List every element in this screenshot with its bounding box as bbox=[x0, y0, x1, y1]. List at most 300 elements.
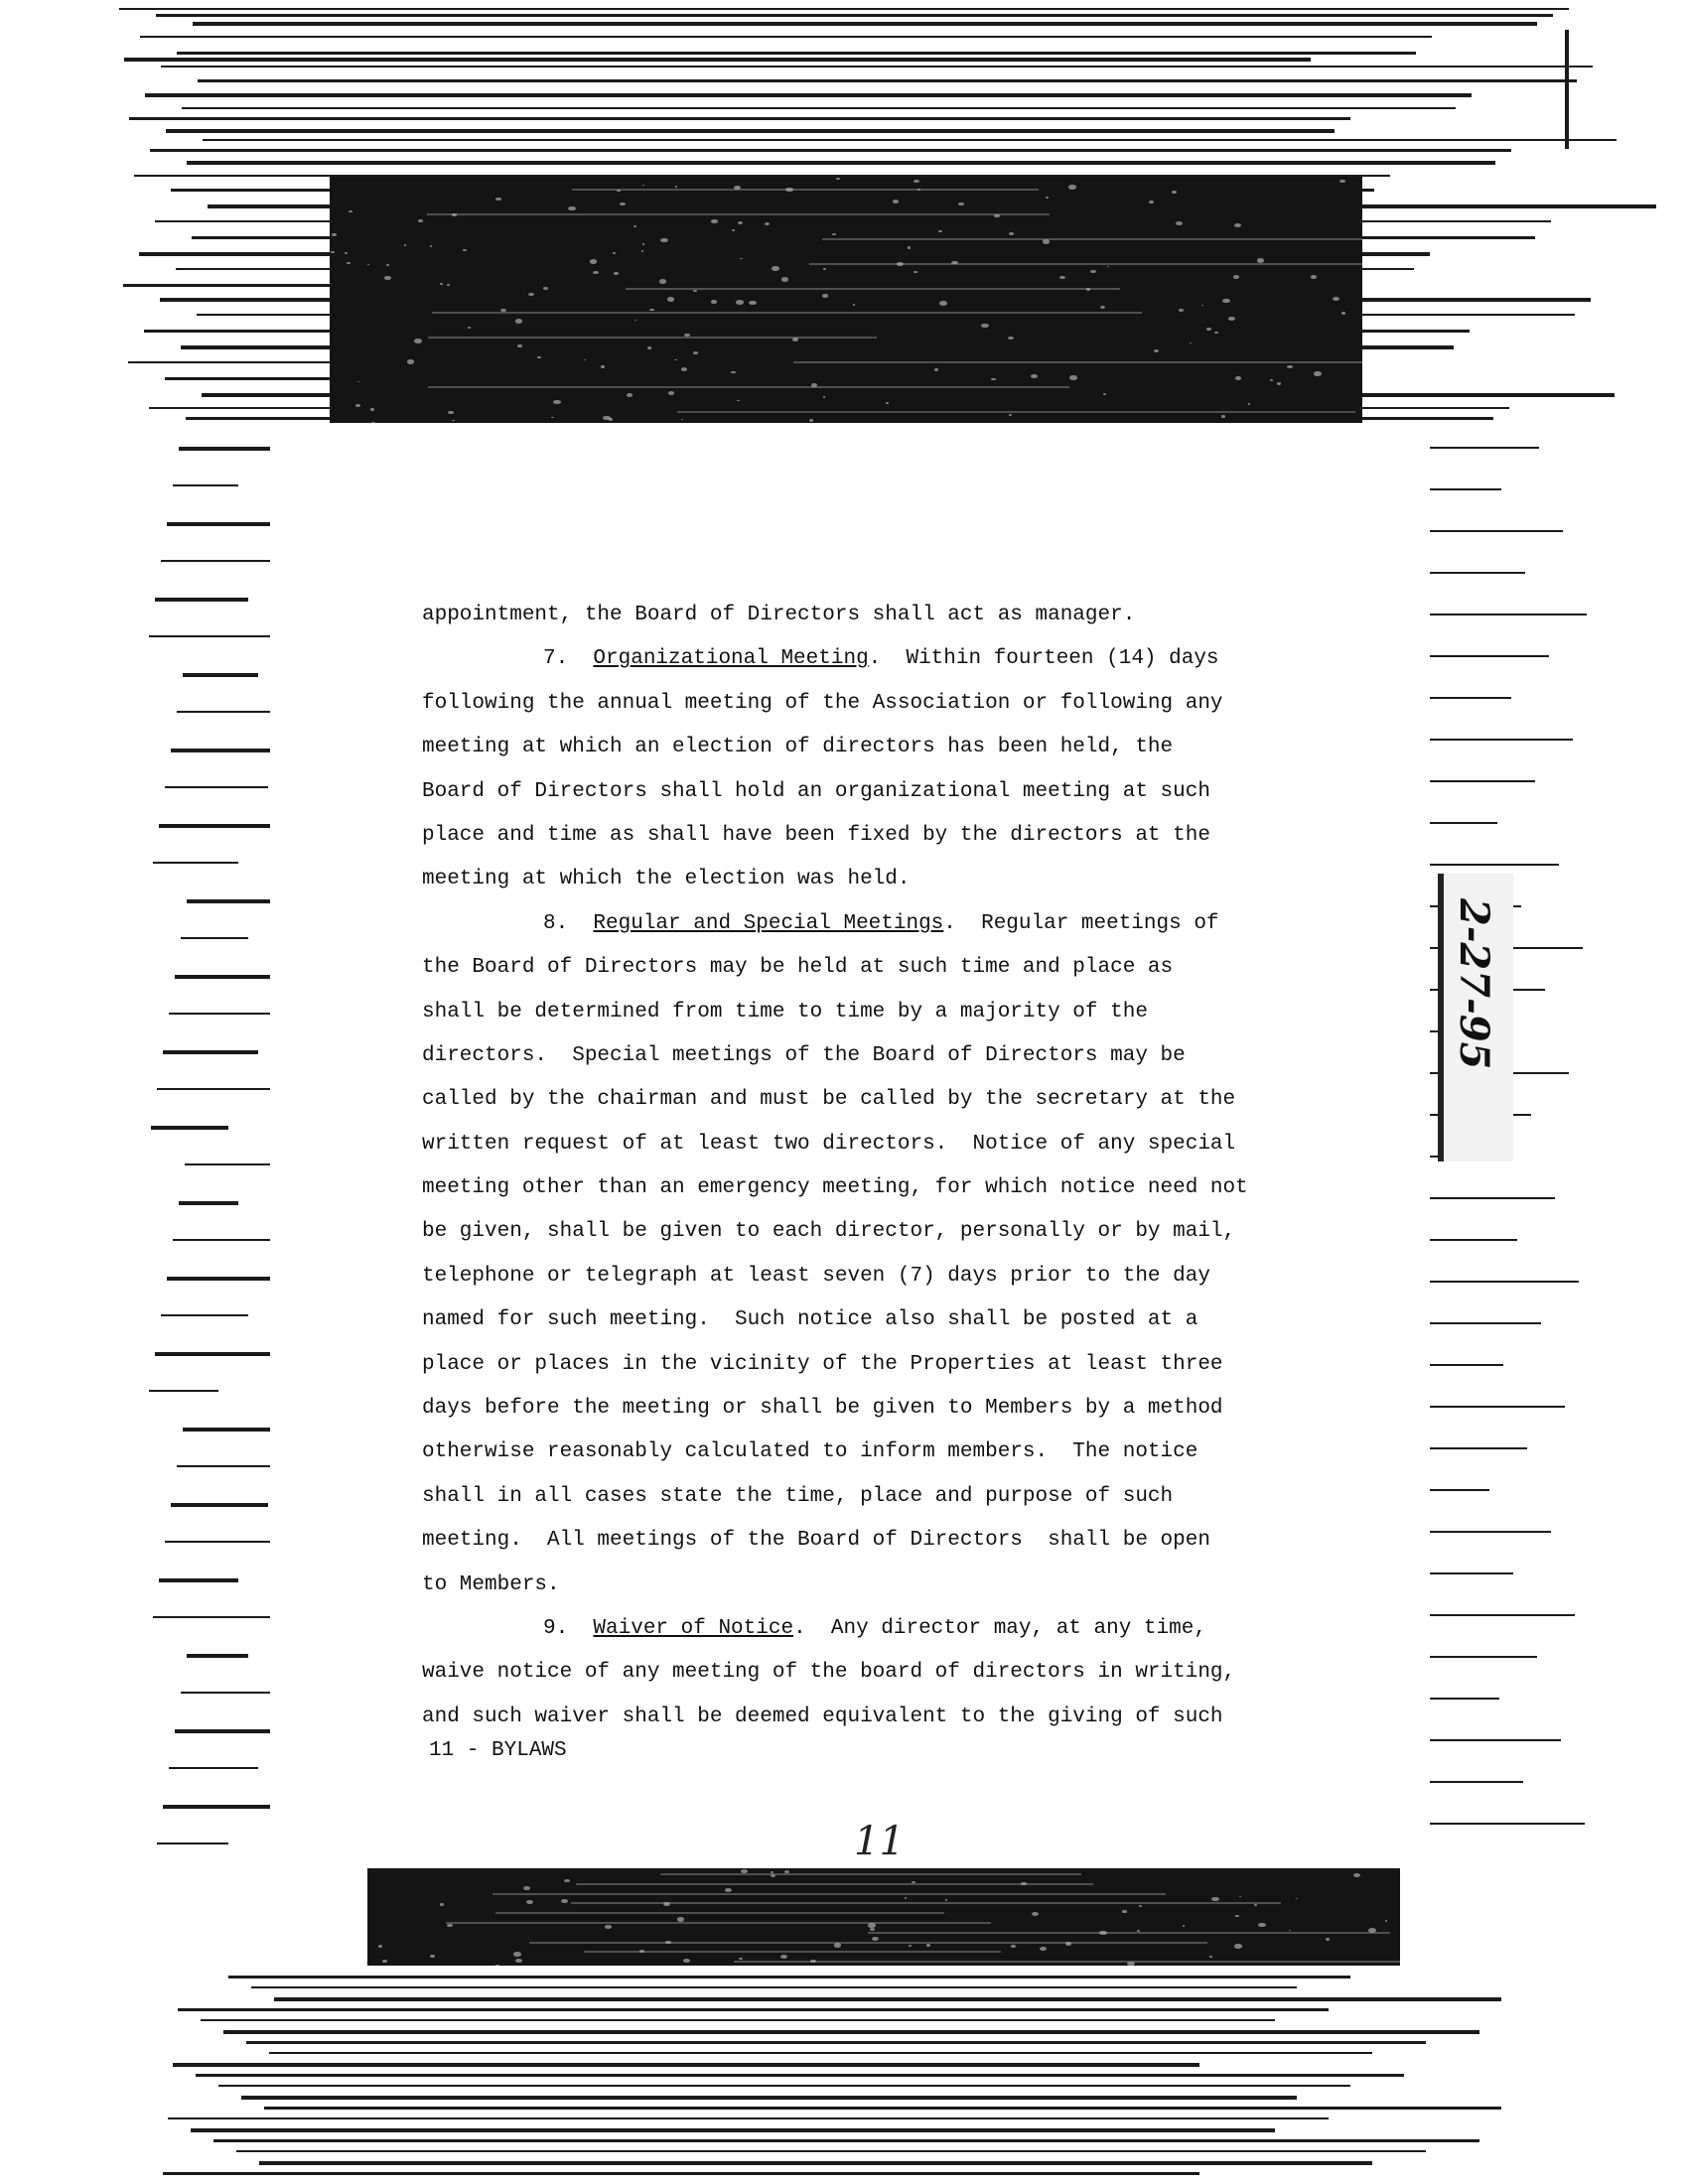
scan-speck bbox=[1046, 197, 1049, 199]
scan-speck bbox=[440, 1903, 444, 1905]
scan-speck bbox=[620, 203, 626, 206]
scan-speck bbox=[938, 230, 942, 232]
scan-speck bbox=[404, 244, 406, 245]
scan-streak bbox=[1430, 1406, 1565, 1408]
scan-speck bbox=[1011, 1945, 1016, 1948]
scan-streak bbox=[201, 2019, 1275, 2021]
scan-speck bbox=[1100, 306, 1105, 309]
page-footer: 11 - BYLAWS bbox=[429, 1739, 567, 1762]
scan-streak bbox=[150, 149, 1511, 152]
scan-scratch bbox=[427, 213, 1050, 215]
scan-speck bbox=[1314, 371, 1322, 376]
scan-streak bbox=[1430, 1823, 1585, 1825]
scan-speck bbox=[853, 304, 855, 305]
scan-streak bbox=[1430, 1656, 1537, 1658]
scan-scratch bbox=[626, 288, 1120, 290]
scan-speck bbox=[1009, 232, 1014, 235]
scan-streak bbox=[196, 2074, 1404, 2077]
scan-streak bbox=[149, 635, 288, 637]
scan-speck bbox=[780, 1955, 787, 1959]
scan-streak bbox=[183, 673, 258, 677]
scan-speck bbox=[1235, 376, 1241, 380]
scan-speck bbox=[584, 359, 587, 361]
scan-speck bbox=[515, 319, 522, 323]
scan-speck bbox=[1206, 328, 1211, 331]
scan-speck bbox=[693, 351, 699, 354]
scan-streak bbox=[163, 2172, 1199, 2175]
scan-streak bbox=[140, 36, 1432, 38]
scan-speck bbox=[681, 367, 687, 371]
scan-speck bbox=[737, 400, 740, 402]
document-line: meeting at which the election was held. bbox=[422, 868, 911, 891]
scan-speck bbox=[1149, 201, 1154, 204]
scan-speck bbox=[711, 300, 717, 303]
scan-speck bbox=[765, 222, 770, 225]
scan-streak bbox=[124, 58, 1311, 62]
scan-scratch bbox=[492, 1893, 1166, 1895]
scan-speck bbox=[1183, 1925, 1185, 1926]
scan-speck bbox=[332, 233, 337, 236]
scan-streak bbox=[1430, 1531, 1551, 1533]
scan-speck bbox=[543, 287, 548, 290]
section-heading: Organizational Meeting bbox=[593, 647, 869, 671]
document-line: called by the chairman and must be called by the secretary at the bbox=[422, 1088, 1236, 1112]
scan-streak bbox=[191, 2128, 1275, 2132]
scan-speck bbox=[832, 233, 836, 235]
scan-speck bbox=[495, 198, 501, 202]
scan-speck bbox=[1254, 1904, 1258, 1906]
scan-streak bbox=[1430, 488, 1501, 490]
scan-streak bbox=[165, 786, 268, 788]
scan-streak bbox=[161, 1314, 248, 1316]
document-line: place and time as shall have been fixed by the directors at the bbox=[422, 823, 1210, 847]
scan-speck bbox=[382, 1960, 387, 1963]
scan-streak bbox=[1430, 1781, 1523, 1783]
scan-speck bbox=[1059, 276, 1065, 280]
scan-scratch bbox=[584, 1951, 1001, 1953]
scan-streak bbox=[169, 1767, 258, 1769]
scan-speck bbox=[668, 391, 674, 395]
scan-speck bbox=[1139, 1905, 1142, 1907]
scan-streak bbox=[163, 1050, 258, 1054]
scan-scratch bbox=[793, 361, 1362, 363]
scan-streak bbox=[171, 1503, 268, 1507]
scan-speck bbox=[386, 264, 389, 266]
scan-speck bbox=[1209, 1956, 1212, 1958]
scan-streak bbox=[179, 1201, 238, 1205]
scan-streak bbox=[241, 2096, 1297, 2100]
scan-dark-band-bottom bbox=[367, 1868, 1400, 1966]
scan-streak bbox=[177, 52, 1416, 55]
scan-speck bbox=[495, 1965, 499, 1966]
scan-streak bbox=[1430, 447, 1539, 449]
scan-speck bbox=[1277, 382, 1281, 385]
document-line: days before the meeting or shall be given to Members by a method bbox=[422, 1397, 1223, 1421]
scan-streak bbox=[119, 8, 1569, 10]
scan-speck bbox=[1090, 270, 1096, 274]
scan-scratch bbox=[432, 312, 1142, 314]
scan-speck bbox=[1326, 1938, 1331, 1941]
scan-streak bbox=[173, 484, 238, 486]
scan-speck bbox=[1031, 374, 1039, 379]
scan-streak bbox=[1430, 1364, 1503, 1366]
scan-speck bbox=[553, 400, 561, 405]
scan-streak bbox=[1430, 572, 1525, 574]
scan-speck bbox=[683, 1959, 690, 1963]
scan-streak bbox=[1430, 1197, 1555, 1199]
scan-speck bbox=[568, 206, 576, 211]
scan-streak bbox=[153, 862, 238, 864]
scan-speck bbox=[732, 229, 735, 231]
scan-speck bbox=[430, 1955, 435, 1958]
scan-speck bbox=[647, 346, 651, 349]
scan-speck bbox=[440, 283, 444, 285]
scan-speck bbox=[1333, 297, 1339, 301]
scan-streak bbox=[156, 14, 1553, 17]
scan-speck bbox=[908, 246, 912, 248]
scan-streak bbox=[181, 937, 248, 939]
scan-speck bbox=[1179, 309, 1184, 312]
scan-speck bbox=[731, 371, 735, 374]
scan-scratch bbox=[428, 386, 1069, 388]
scan-streak bbox=[1430, 1614, 1575, 1616]
scan-scratch bbox=[677, 411, 1355, 413]
scan-speck bbox=[1296, 1898, 1298, 1899]
document-line bbox=[422, 637, 1415, 681]
scan-streak bbox=[1430, 1698, 1499, 1700]
scan-speck bbox=[561, 1899, 569, 1904]
scan-speck bbox=[823, 396, 825, 397]
scan-streak bbox=[168, 2117, 1329, 2119]
scan-streak bbox=[187, 161, 1495, 165]
scan-speck bbox=[738, 221, 743, 224]
scan-speck bbox=[593, 271, 599, 274]
scan-streak bbox=[1430, 1739, 1561, 1741]
scan-speck bbox=[740, 258, 742, 259]
document-line: meeting. All meetings of the Board of Directors shall be open bbox=[422, 1529, 1210, 1553]
scan-speck bbox=[1287, 365, 1292, 368]
scan-speck bbox=[886, 402, 889, 404]
scan-speck bbox=[627, 393, 633, 397]
scan-speck bbox=[517, 344, 522, 347]
scan-scratch bbox=[868, 1932, 1390, 1934]
scan-streak bbox=[178, 2008, 1329, 2011]
document-line: Board of Directors shall hold an organizational meeting at such bbox=[422, 779, 1210, 803]
document-line: waive notice of any meeting of the board of directors in writing, bbox=[422, 1661, 1236, 1685]
scan-scratch bbox=[529, 1942, 1207, 1944]
scan-streak bbox=[1430, 1447, 1527, 1449]
scan-streak bbox=[1430, 1322, 1541, 1324]
scan-speck bbox=[934, 368, 938, 371]
scan-streak bbox=[1430, 697, 1511, 699]
scan-streak bbox=[203, 139, 1617, 141]
scan-speck bbox=[601, 365, 605, 368]
scan-speck bbox=[914, 180, 918, 183]
scan-speck bbox=[939, 301, 947, 306]
scan-scratch bbox=[495, 1912, 944, 1914]
scan-scratch bbox=[446, 1922, 991, 1924]
scan-streak bbox=[218, 2085, 1350, 2087]
scan-speck bbox=[1353, 1873, 1360, 1877]
document-line: telephone or telegraph at least seven (7) days prior to the day bbox=[422, 1264, 1210, 1288]
scan-streak bbox=[145, 93, 1472, 97]
scan-speck bbox=[1311, 275, 1317, 279]
scan-speck bbox=[605, 1925, 611, 1929]
scan-scratch bbox=[734, 1961, 1400, 1963]
scan-speck bbox=[1248, 403, 1250, 404]
scan-speck bbox=[367, 264, 369, 265]
scan-speck bbox=[693, 290, 697, 292]
scan-streak bbox=[166, 129, 1335, 133]
scan-streak bbox=[157, 1843, 228, 1844]
scan-speck bbox=[675, 186, 678, 188]
scan-speck bbox=[447, 284, 450, 286]
scan-speck bbox=[1176, 221, 1183, 225]
scan-speck bbox=[870, 1928, 875, 1931]
scan-speck bbox=[926, 1944, 930, 1946]
section-text: . Regular meetings of bbox=[943, 911, 1219, 935]
scan-speck bbox=[1385, 1920, 1388, 1922]
scan-speck bbox=[893, 200, 899, 203]
scan-speck bbox=[1068, 185, 1075, 189]
scan-speck bbox=[378, 1945, 383, 1948]
document-line: written request of at least two directors. Notice of any special bbox=[422, 1132, 1236, 1156]
scan-edge-bar bbox=[1565, 30, 1569, 149]
scan-speck bbox=[564, 1879, 570, 1883]
document-line: following the annual meeting of the Association or following any bbox=[422, 691, 1223, 715]
scan-scratch bbox=[809, 263, 1362, 265]
document-line: place or places in the vicinity of the Properties at least three bbox=[422, 1352, 1223, 1376]
section-number: 9. bbox=[543, 1616, 594, 1640]
scan-streak bbox=[223, 2030, 1479, 2034]
scan-speck bbox=[468, 327, 471, 329]
scan-speck bbox=[674, 359, 677, 361]
document-line: otherwise reasonably calculated to inform members. The notice bbox=[422, 1440, 1198, 1464]
scan-streak bbox=[259, 2161, 1372, 2165]
scan-speck bbox=[772, 266, 779, 271]
scan-speck bbox=[642, 185, 645, 187]
scan-speck bbox=[749, 301, 756, 305]
scan-streak bbox=[1430, 655, 1549, 657]
document-line: and such waiver shall be deemed equivalent to the giving of such bbox=[422, 1705, 1223, 1728]
scan-speck bbox=[1107, 266, 1109, 267]
scan-speck bbox=[551, 417, 554, 419]
scan-speck bbox=[1201, 305, 1203, 306]
scan-speck bbox=[781, 277, 789, 282]
scan-speck bbox=[945, 1899, 947, 1900]
scan-speck bbox=[1258, 1923, 1265, 1927]
scan-speck bbox=[513, 1952, 521, 1957]
scan-speck bbox=[1154, 349, 1159, 352]
scan-speck bbox=[1103, 393, 1106, 395]
scan-speck bbox=[590, 259, 597, 263]
scan-streak bbox=[1430, 739, 1573, 741]
document-line: directors. Special meetings of the Board of Directors may be bbox=[422, 1043, 1186, 1067]
scan-streak bbox=[1430, 1489, 1489, 1491]
scan-speck bbox=[1341, 312, 1345, 315]
section-text: . Any director may, at any time, bbox=[793, 1616, 1206, 1640]
scan-streak bbox=[1430, 530, 1563, 532]
document-line: appointment, the Board of Directors shall act as manager. bbox=[422, 604, 1136, 626]
scan-speck bbox=[1190, 342, 1192, 343]
scan-speck bbox=[613, 252, 616, 254]
scan-speck bbox=[649, 309, 653, 312]
scan-speck bbox=[909, 1945, 912, 1947]
document-body bbox=[422, 594, 1415, 1739]
scan-speck bbox=[1233, 275, 1240, 279]
scan-streak bbox=[187, 1654, 248, 1658]
scan-speck bbox=[345, 252, 348, 254]
scan-streak bbox=[155, 1352, 288, 1356]
scan-speck bbox=[981, 324, 988, 328]
scan-speck bbox=[1172, 191, 1177, 194]
scan-speck bbox=[515, 1959, 523, 1964]
document-line bbox=[422, 902, 1415, 946]
scan-speck bbox=[681, 419, 683, 420]
scan-speck bbox=[1270, 379, 1273, 381]
scan-speck bbox=[331, 251, 335, 253]
scan-streak bbox=[159, 1578, 238, 1582]
scan-streak bbox=[173, 1239, 278, 1241]
scan-speck bbox=[991, 378, 995, 381]
section-number: 8. bbox=[543, 911, 594, 935]
scan-streak bbox=[161, 66, 1593, 68]
scan-speck bbox=[463, 249, 467, 252]
scan-speck bbox=[1234, 223, 1241, 227]
scan-scratch bbox=[660, 1873, 1081, 1875]
scan-speck bbox=[1040, 1947, 1047, 1951]
scan-speck bbox=[537, 356, 540, 358]
scan-speck bbox=[414, 339, 421, 342]
scan-speck bbox=[736, 300, 744, 305]
scan-streak bbox=[1430, 614, 1587, 615]
scan-speck bbox=[633, 225, 636, 227]
scan-speck bbox=[809, 419, 813, 421]
scan-speck bbox=[725, 1888, 732, 1892]
scan-streak bbox=[1430, 780, 1535, 782]
document-line: be given, shall be given to each director, personally or by mail, bbox=[422, 1220, 1236, 1244]
scan-speck bbox=[1228, 317, 1234, 321]
scan-speck bbox=[711, 219, 717, 223]
scan-speck bbox=[823, 268, 825, 269]
scan-speck bbox=[1214, 332, 1218, 335]
scan-speck bbox=[430, 245, 432, 246]
handwritten-page-number: 11 bbox=[854, 1819, 905, 1864]
scan-speck bbox=[448, 411, 453, 414]
scan-speck bbox=[418, 219, 422, 222]
scan-speck bbox=[347, 262, 350, 264]
document-line: meeting other than an emergency meeting, for which notice need not bbox=[422, 1176, 1248, 1200]
scan-streak bbox=[193, 22, 1537, 26]
document-line: the Board of Directors may be held at such time and place as bbox=[422, 956, 1174, 980]
scan-scratch bbox=[572, 189, 1039, 191]
scan-streak bbox=[129, 117, 1350, 120]
scan-streak bbox=[274, 1997, 1501, 2001]
scan-streak bbox=[264, 2107, 1501, 2110]
scan-streak bbox=[228, 1976, 1350, 1979]
document-line: to Members. bbox=[422, 1572, 560, 1596]
scan-speck bbox=[1211, 1897, 1219, 1902]
document-line bbox=[422, 1607, 1415, 1651]
scan-streak bbox=[251, 1986, 1297, 1988]
scan-streak bbox=[173, 2063, 1199, 2067]
scan-speck bbox=[1339, 180, 1345, 184]
scan-speck bbox=[526, 1900, 533, 1904]
scan-speck bbox=[641, 250, 643, 251]
scan-streak bbox=[1430, 1239, 1517, 1241]
section-heading: Waiver of Notice bbox=[593, 1616, 794, 1640]
section-number: 7. bbox=[543, 647, 594, 671]
scan-speck bbox=[371, 422, 375, 423]
scan-dark-band-top bbox=[330, 177, 1362, 423]
scan-speck bbox=[1234, 1944, 1242, 1949]
scan-speck bbox=[642, 243, 645, 245]
scan-speck bbox=[1239, 1896, 1242, 1898]
scan-speck bbox=[614, 272, 619, 275]
scan-speck bbox=[1122, 1910, 1127, 1913]
scan-streak bbox=[182, 107, 1456, 109]
scan-speck bbox=[609, 418, 614, 421]
scan-streak bbox=[155, 598, 248, 602]
scan-speck bbox=[914, 271, 917, 274]
scan-scratch bbox=[571, 1902, 1281, 1904]
scan-streak bbox=[213, 2139, 1479, 2142]
scan-streak bbox=[1430, 822, 1497, 824]
scan-streak bbox=[1430, 1572, 1513, 1574]
scan-scratch bbox=[428, 337, 877, 339]
section-heading: Regular and Special Meetings bbox=[593, 911, 944, 935]
scan-speck bbox=[407, 359, 414, 363]
scan-speck bbox=[1235, 1915, 1239, 1918]
scan-speck bbox=[1009, 414, 1012, 416]
scan-speck bbox=[1032, 1912, 1039, 1916]
scan-streak bbox=[246, 2041, 1426, 2044]
scan-speck bbox=[1221, 415, 1225, 417]
scan-streak bbox=[149, 1390, 218, 1392]
scan-speck bbox=[384, 276, 390, 280]
scan-speck bbox=[958, 203, 964, 205]
scan-streak bbox=[198, 79, 1577, 82]
scan-speck bbox=[1222, 299, 1230, 304]
scan-streak bbox=[1430, 864, 1559, 866]
scan-scratch bbox=[822, 238, 1362, 240]
scan-speck bbox=[834, 1943, 841, 1947]
scan-speck bbox=[836, 178, 840, 181]
scan-speck bbox=[667, 297, 674, 301]
scan-speck bbox=[357, 381, 359, 382]
scan-speck bbox=[447, 1924, 453, 1927]
document-line: shall be determined from time to time by a majority of the bbox=[422, 1000, 1148, 1024]
scan-scratch bbox=[576, 1883, 1093, 1885]
scan-speck bbox=[523, 1886, 530, 1890]
scan-speck bbox=[452, 420, 454, 421]
document-line: shall in all cases state the time, place and purpose of such bbox=[422, 1484, 1174, 1508]
scan-speck bbox=[660, 238, 667, 242]
document-line: meeting at which an election of directors has been held, the bbox=[422, 736, 1174, 759]
scan-speck bbox=[634, 320, 636, 321]
scan-speck bbox=[1008, 337, 1014, 340]
section-text: . Within fourteen (14) days bbox=[868, 647, 1219, 671]
margin-date-stamp-text: 2-27-95 bbox=[1451, 898, 1497, 1070]
scan-streak bbox=[153, 1616, 278, 1618]
scan-streak bbox=[167, 522, 278, 526]
scan-streak bbox=[1430, 1281, 1579, 1283]
document-line: named for such meeting. Such notice also shall be posted at a bbox=[422, 1308, 1198, 1332]
scan-speck bbox=[822, 294, 827, 297]
scan-streak bbox=[269, 2052, 1372, 2054]
scan-speck bbox=[349, 210, 352, 212]
scan-speck bbox=[1069, 375, 1077, 380]
